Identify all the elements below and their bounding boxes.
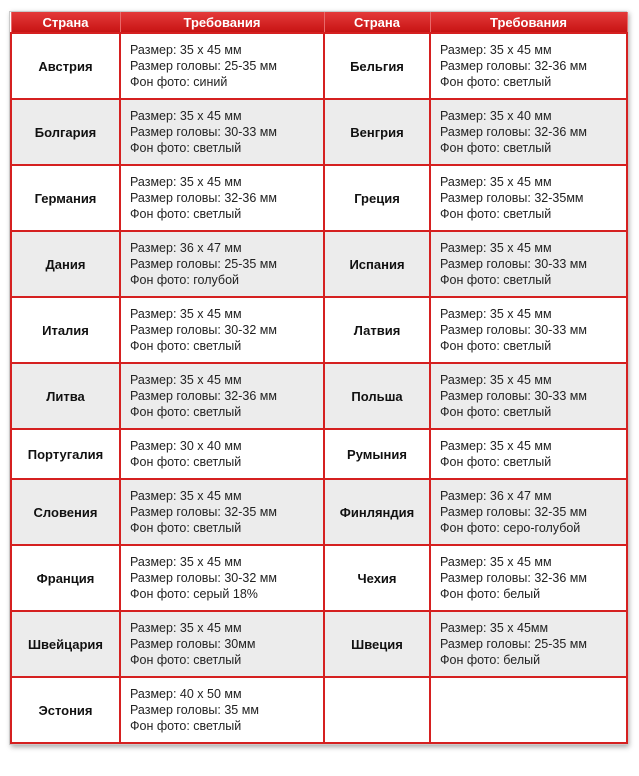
table-row (11, 165, 627, 231)
country-cell: Болгария (11, 99, 120, 165)
requirements-cell (120, 99, 324, 165)
country-cell: Словения (11, 479, 120, 545)
requirement-line: Размер: 35 х 45мм (440, 621, 549, 635)
table-row (11, 297, 627, 363)
requirements-cell (430, 677, 627, 743)
requirement-line: Размер головы: 25-35 мм (130, 257, 277, 271)
country-cell: Латвия (324, 297, 430, 363)
requirement-line: Размер головы: 32-36 мм (130, 389, 277, 403)
requirements-cell (430, 429, 627, 479)
table-row (11, 677, 627, 743)
country-cell (324, 677, 430, 743)
requirement-line: Фон фото: светлый (440, 339, 552, 353)
requirement-line: Фон фото: светлый (130, 405, 242, 419)
requirement-line: Размер: 35 х 45 мм (130, 489, 242, 503)
photo-requirements-table (10, 12, 628, 744)
country-cell: Бельгия (324, 33, 430, 99)
requirement-line: Фон фото: светлый (130, 141, 242, 155)
country-cell: Эстония (11, 677, 120, 743)
requirement-line: Размер головы: 32-35мм (440, 191, 584, 205)
country-cell: Литва (11, 363, 120, 429)
country-cell: Чехия (324, 545, 430, 611)
country-cell: Финляндия (324, 479, 430, 545)
requirement-line: Размер: 35 х 45 мм (440, 373, 552, 387)
requirements-cell (120, 363, 324, 429)
requirements-cell (430, 165, 627, 231)
requirements-cell (120, 611, 324, 677)
requirement-line: Фон фото: белый (440, 587, 541, 601)
requirement-line: Размер головы: 30-33 мм (440, 257, 587, 271)
requirements-cell (430, 363, 627, 429)
requirement-line: Размер головы: 30-33 мм (440, 389, 587, 403)
requirement-line: Фон фото: белый (440, 653, 541, 667)
requirement-line: Фон фото: голубой (130, 273, 240, 287)
table-header-row (11, 12, 627, 33)
country-cell: Германия (11, 165, 120, 231)
requirement-line: Фон фото: светлый (440, 207, 552, 221)
requirement-line: Фон фото: светлый (130, 521, 242, 535)
requirement-line: Размер головы: 25-35 мм (130, 59, 277, 73)
requirement-line: Фон фото: светлый (130, 207, 242, 221)
country-cell: Испания (324, 231, 430, 297)
requirement-line: Размер головы: 32-36 мм (440, 59, 587, 73)
table-row (11, 363, 627, 429)
requirements-cell (120, 479, 324, 545)
country-cell: Венгрия (324, 99, 430, 165)
requirement-line: Размер головы: 30-33 мм (440, 323, 587, 337)
requirement-line: Размер: 35 х 45 мм (440, 307, 552, 321)
requirement-line: Фон фото: светлый (130, 339, 242, 353)
requirement-line: Размер: 35 х 45 мм (130, 109, 242, 123)
country-cell: Швеция (324, 611, 430, 677)
requirement-line: Размер: 36 х 47 мм (130, 241, 242, 255)
requirements-cell (430, 99, 627, 165)
country-cell: Австрия (11, 33, 120, 99)
requirement-line: Размер: 35 х 45 мм (130, 373, 242, 387)
requirement-line: Фон фото: светлый (440, 273, 552, 287)
requirement-line: Размер: 35 х 45 мм (440, 43, 552, 57)
requirements-cell (430, 545, 627, 611)
table-row (11, 99, 627, 165)
table-row (11, 429, 627, 479)
table-row (11, 231, 627, 297)
requirement-line: Размер: 35 х 45 мм (130, 175, 242, 189)
country-cell: Греция (324, 165, 430, 231)
requirement-line: Размер: 35 х 45 мм (130, 555, 242, 569)
requirement-line: Размер: 36 х 47 мм (440, 489, 552, 503)
country-cell: Польша (324, 363, 430, 429)
requirement-line: Размер: 35 х 45 мм (440, 175, 552, 189)
requirements-cell (120, 545, 324, 611)
requirement-line: Фон фото: серый 18% (130, 587, 258, 601)
requirement-line: Размер: 30 х 40 мм (130, 439, 242, 453)
table-row (11, 33, 627, 99)
requirement-line: Размер головы: 32-36 мм (440, 125, 587, 139)
country-cell: Дания (11, 231, 120, 297)
requirement-line: Размер головы: 32-36 мм (130, 191, 277, 205)
requirements-cell (430, 479, 627, 545)
requirement-line: Размер головы: 30-33 мм (130, 125, 277, 139)
requirement-line: Размер головы: 30-32 мм (130, 323, 277, 337)
requirements-cell (120, 33, 324, 99)
requirement-line: Размер: 35 х 45 мм (440, 439, 552, 453)
requirement-line: Размер: 35 х 45 мм (130, 43, 242, 57)
requirement-line: Размер: 35 х 45 мм (130, 307, 242, 321)
requirement-line: Размер: 35 х 40 мм (440, 109, 552, 123)
header-country-right: Страна (324, 12, 430, 33)
table-row (11, 611, 627, 677)
header-country-left: Страна (11, 12, 120, 33)
requirements-cell (430, 33, 627, 99)
requirement-line: Размер: 35 х 45 мм (440, 555, 552, 569)
requirement-line: Размер: 35 х 45 мм (440, 241, 552, 255)
requirement-line: Фон фото: светлый (440, 405, 552, 419)
requirement-line: Размер: 35 х 45 мм (130, 621, 242, 635)
header-requirements-left: Требования (120, 12, 324, 33)
country-cell: Румыния (324, 429, 430, 479)
country-cell: Франция (11, 545, 120, 611)
requirement-line: Размер головы: 30-32 мм (130, 571, 277, 585)
requirements-cell (430, 231, 627, 297)
table-row (11, 545, 627, 611)
requirement-line: Размер: 40 х 50 мм (130, 687, 242, 701)
requirements-cell (120, 165, 324, 231)
country-cell: Швейцария (11, 611, 120, 677)
requirement-line: Фон фото: светлый (130, 653, 242, 667)
requirement-line: Размер головы: 25-35 мм (440, 637, 587, 651)
requirement-line: Фон фото: светлый (440, 141, 552, 155)
requirement-line: Фон фото: серо-голубой (440, 521, 581, 535)
requirement-line: Размер головы: 32-35 мм (130, 505, 277, 519)
requirement-line: Размер головы: 32-35 мм (440, 505, 587, 519)
country-cell: Португалия (11, 429, 120, 479)
requirements-table-container (9, 11, 627, 745)
requirement-line: Фон фото: светлый (130, 719, 242, 733)
header-requirements-right: Требования (430, 12, 627, 33)
requirements-cell (120, 429, 324, 479)
requirement-line: Размер головы: 32-36 мм (440, 571, 587, 585)
requirement-line: Фон фото: светлый (440, 455, 552, 469)
requirements-cell (120, 231, 324, 297)
table-row (11, 479, 627, 545)
requirements-cell (120, 297, 324, 363)
requirement-line: Фон фото: светлый (440, 75, 552, 89)
requirement-line: Фон фото: синий (130, 75, 228, 89)
requirement-line: Размер головы: 30мм (130, 637, 256, 651)
requirement-line: Размер головы: 35 мм (130, 703, 259, 717)
requirements-cell (430, 297, 627, 363)
requirements-cell (430, 611, 627, 677)
requirement-line: Фон фото: светлый (130, 455, 242, 469)
country-cell: Италия (11, 297, 120, 363)
requirements-cell (120, 677, 324, 743)
